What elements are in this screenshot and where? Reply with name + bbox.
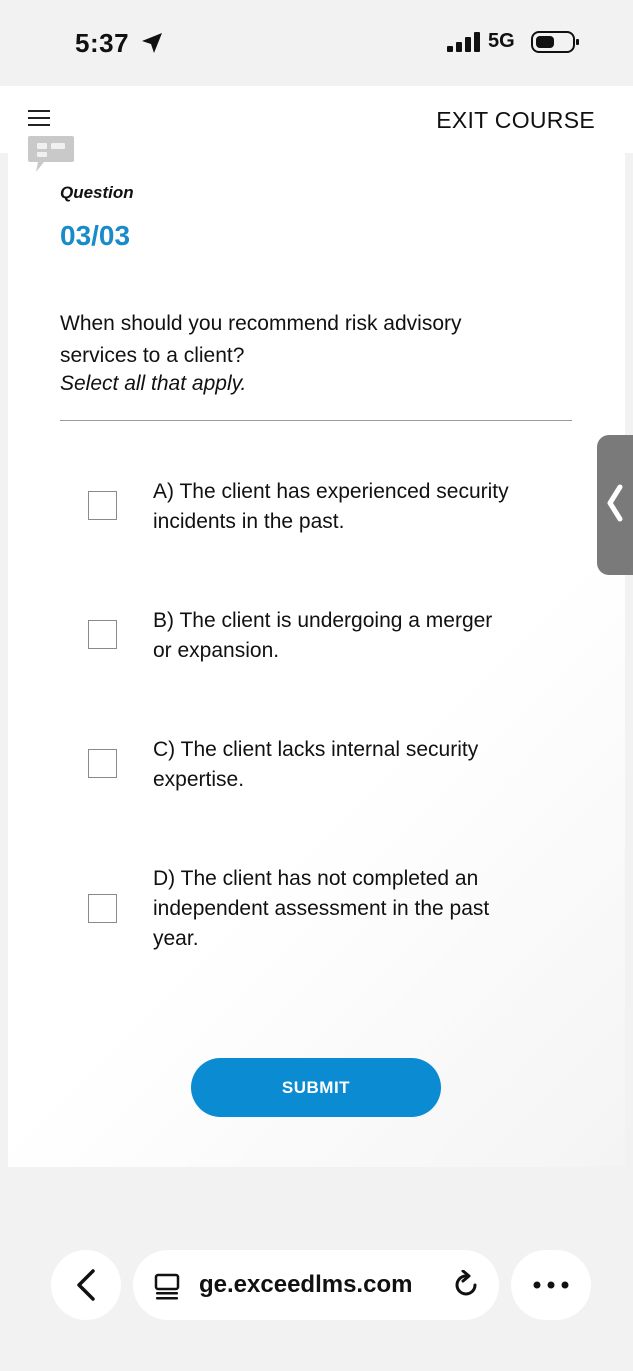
tab-overview-icon [153,1272,181,1300]
menu-icon[interactable] [28,110,50,126]
option-b-checkbox[interactable] [88,620,117,649]
side-panel-toggle[interactable] [597,435,633,575]
reload-icon[interactable] [451,1270,481,1300]
network-type: 5G [488,30,515,52]
question-instruction: Select all that apply. [60,372,247,395]
submit-button[interactable]: SUBMIT [191,1058,441,1117]
option-b-text: B) The client is undergoing a merger or expansion. [153,609,493,662]
location-arrow-icon [140,31,164,55]
address-bar[interactable] [133,1250,499,1320]
divider [60,420,572,421]
chevron-left-icon [73,1268,99,1302]
status-bar [0,0,633,86]
question-label: Question [60,183,134,202]
exit-course-button[interactable]: EXIT COURSE [436,107,595,133]
option-c-checkbox[interactable] [88,749,117,778]
option-a-text: A) The client has experienced security incidents in the past. [153,480,509,533]
option-c-text: C) The client lacks internal security expertise. [153,738,479,791]
battery-icon [531,30,581,54]
app-header [0,86,633,153]
chevron-left-icon [605,483,625,523]
option-a-checkbox[interactable] [88,491,117,520]
more-options-button[interactable] [511,1250,591,1320]
status-time: 5:37 [75,28,130,58]
question-card [8,153,625,1167]
chat-icon[interactable] [26,134,76,176]
signal-strength-icon [447,32,483,52]
browser-back-button[interactable] [51,1250,121,1320]
option-d-checkbox[interactable] [88,894,117,923]
question-text: When should you recommend risk advisory services to a client? [60,312,462,367]
url-text: ge.exceedlms.com [199,1271,413,1298]
ellipsis-icon [531,1281,571,1289]
question-number: 03/03 [60,220,131,251]
option-d-text: D) The client has not completed an independent assessment in the past year. [153,867,490,950]
